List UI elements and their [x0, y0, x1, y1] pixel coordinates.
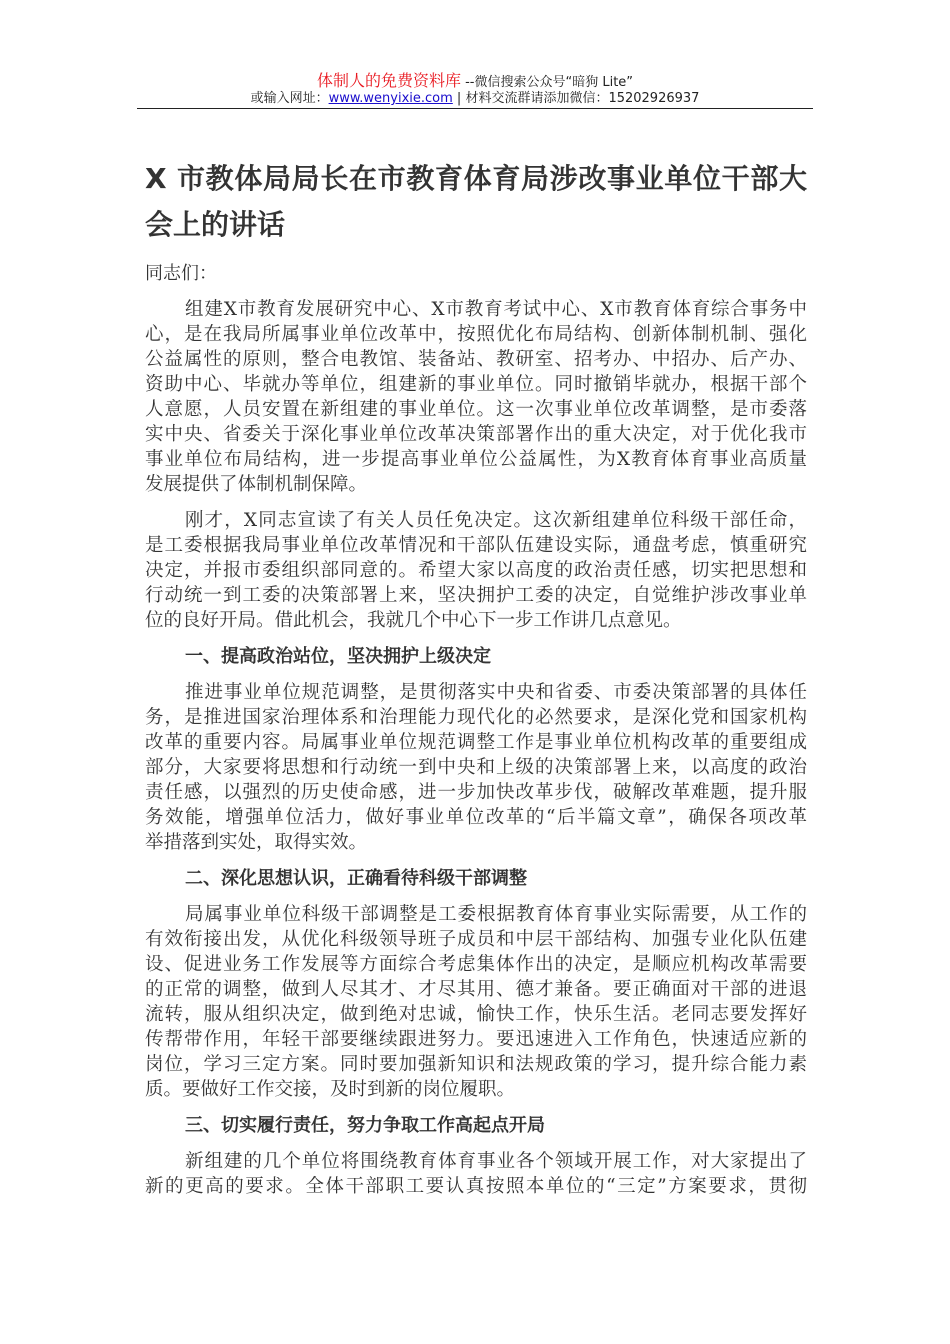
- paragraph-line: 是工委根据我局事业单位改革情况和干部队伍建设实际，通盘考虑，慎重研究: [145, 535, 807, 556]
- paragraph-line: 位的良好开局。借此机会，我就几个中心下一步工作讲几点意见。: [145, 610, 682, 631]
- paragraph-line: 局属事业单位科级干部调整是工委根据教育体育事业实际需要，从工作的: [185, 904, 807, 925]
- document-body: [145, 156, 807, 1199]
- title-line: X 市教体局局长在市教育体育局涉改事业单位干部大: [145, 162, 807, 195]
- paragraph-line: 新的更高的要求。全体干部职工要认真按照本单位的“三定”方案要求，贯彻: [145, 1176, 807, 1197]
- paragraph-line: 实中央、省委关于深化事业单位改革决策部署作出的重大决定，对于优化我市: [145, 424, 807, 445]
- paragraph: [145, 297, 807, 497]
- paragraph-line: 新组建的几个单位将围绕教育体育事业各个领域开展工作，对大家提出了: [185, 1151, 807, 1172]
- paragraph-line: 行动统一到工委的决策部署上来，坚决拥护工委的决定，自觉维护涉改事业单: [145, 585, 807, 606]
- paragraph-line: 事业单位布局结构，进一步提高事业单位公益属性，为X教育体育事业高质量: [145, 449, 807, 470]
- paragraph-line: 岗位，学习三定方案。同时要加强新知识和法规政策的学习，提升综合能力素: [145, 1054, 807, 1075]
- paragraph: [145, 1149, 807, 1199]
- paragraph-line: 传帮带作用，年轻干部要继续跟进努力。要迅速进入工作角色，快速适应新的: [145, 1029, 807, 1050]
- paragraph-line: 人意愿，人员安置在新组建的事业单位。这一次事业单位改革调整，是市委落: [145, 399, 807, 420]
- paragraph-line: 心，是在我局所属事业单位改革中，按照优化布局结构、创新体制机制、强化: [145, 324, 807, 345]
- title-line: 会上的讲话: [145, 208, 286, 241]
- paragraph-line: 资助中心、毕就办等单位，组建新的事业单位。同时撤销毕就办，根据干部个: [145, 374, 807, 395]
- section-heading: [145, 644, 807, 669]
- header-divider: [137, 108, 813, 109]
- tagline-text: --微信搜索公众号“暗狗 Lite”: [460, 75, 634, 90]
- paragraph-line: 举措落到实处，取得实效。: [145, 832, 368, 853]
- paragraph-line: 责任感，以强烈的历史使命感，进一步加快改革步伐，破解改革难题，提升服: [145, 782, 807, 803]
- header-contact-line: [0, 90, 950, 108]
- site-link[interactable]: www.wenyixie.com: [328, 91, 453, 106]
- paragraph-line: 发展提供了体制机制保障。: [145, 474, 368, 495]
- paragraph-line: 有效衔接出发，从优化科级领导班子成员和中层干部结构、加强专业化队伍建: [145, 929, 807, 950]
- paragraph-line: 的正常的调整，做到人尽其才、才尽其用、德才兼备。要正确面对干部的进退: [145, 979, 807, 1000]
- paragraph-line: 务效能，增强单位活力，做好事业单位改革的“后半篇文章”，确保各项改革: [145, 807, 807, 828]
- heading-text: 一、提高政治站位，坚决拥护上级决定: [185, 646, 491, 667]
- heading-text: 二、深化思想认识，正确看待科级干部调整: [185, 868, 527, 889]
- document-content: [145, 297, 807, 1199]
- paragraph: [145, 680, 807, 855]
- heading-text: 三、切实履行责任，努力争取工作高起点开局: [185, 1115, 545, 1136]
- salutation: 同志们：: [145, 263, 217, 284]
- paragraph-line: 流转，服从组织决定，做到绝对忠诚，愉快工作，快乐生活。老同志要发挥好: [145, 1004, 807, 1025]
- brand-text: 体制人的免费资料库: [316, 71, 461, 90]
- site-prefix: 或输入网址：: [250, 91, 329, 106]
- document-title: [145, 156, 807, 248]
- paragraph-line: 质。要做好工作交接，及时到新的岗位履职。: [145, 1079, 516, 1100]
- paragraph-line: 组建X市教育发展研究中心、X市教育考试中心、X市教育体育综合事务中: [185, 299, 807, 320]
- paragraph-line: 改革的重要内容。局属事业单位规范调整工作是事业单位机构改革的重要组成: [145, 732, 807, 753]
- section-heading: [145, 866, 807, 891]
- contact-text: | 材料交流群请添加微信：15202926937: [452, 91, 700, 106]
- section-heading: [145, 1113, 807, 1138]
- paragraph: [145, 508, 807, 633]
- paragraph-line: 推进事业单位规范调整，是贯彻落实中央和省委、市委决策部署的具体任: [185, 682, 807, 703]
- paragraph-line: 设、促进业务工作发展等方面综合考虑集体作出的决定，是顺应机构改革需要: [145, 954, 807, 975]
- paragraph-line: 务，是推进国家治理体系和治理能力现代化的必然要求，是深化党和国家机构: [145, 707, 807, 728]
- paragraph-line: 部分，大家要将思想和行动统一到中央和上级的决策部署上来，以高度的政治: [145, 757, 807, 778]
- paragraph-line: 刚才，X同志宣读了有关人员任免决定。这次新组建单位科级干部任命，: [185, 510, 807, 531]
- paragraph: [145, 902, 807, 1102]
- paragraph-line: 决定，并报市委组织部同意的。希望大家以高度的政治责任感，切实把思想和: [145, 560, 807, 581]
- paragraph-line: 公益属性的原则，整合电教馆、装备站、教研室、招考办、中招办、后产办、: [145, 349, 807, 370]
